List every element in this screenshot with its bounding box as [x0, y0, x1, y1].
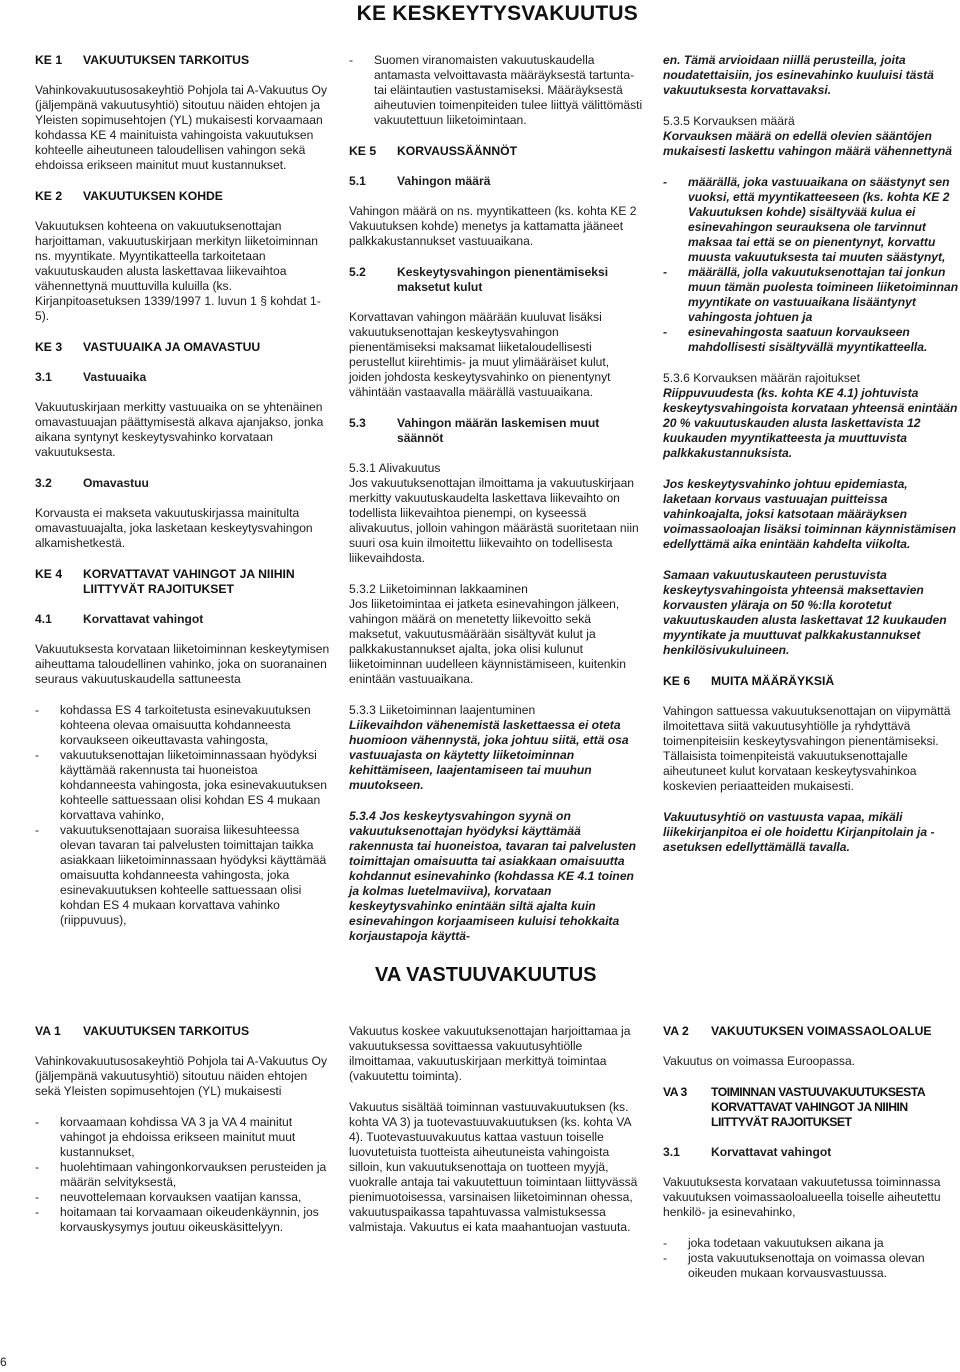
paragraph: 5.3.4 Jos keskeytysvahingon syynä on vakuutuksenottajan hyödyksi käyttämää rakennusta tai huoneistoa, tavaran tai palvelusten toimittajan omaisuutta tai asiakkaan omaisuutta kohdannut esinevahinko (kohdassa KE 4.1 toinen ja kolmas luetelmaviiva), korvataan keskeytysvahinko enintään siltä ajalta kuin esinevahingon korjaamiseen kuluisi tehokkaita korjaustapoja käyttä- [349, 809, 636, 943]
heading-number: KE 6 [663, 674, 691, 688]
ke-column-3 [663, 53, 959, 871]
subheading-5-3-6: 5.3.6 Korvauksen määrän rajoitukset [663, 371, 860, 385]
list-item: - joka todetaan vakuutuksen aikana ja [663, 1236, 959, 1251]
section-heading-ke5 [349, 144, 644, 159]
heading-number: VA 3 [663, 1085, 687, 1099]
subheading-5-2 [349, 265, 644, 295]
subheading-number: 3.1 [35, 370, 52, 384]
paragraph: Liikevaihdon vähenemistä laskettaessa ei oteta huomioon vähennystä, joka johtuu siitä, että osa vastuuajasta on käytetty liiketoiminnan kehittämiseen, laajentamiseen tai muuhun muutokseen. [349, 718, 629, 792]
paragraph: en. Tämä arvioidaan niillä perusteilla, joita noudatettaisiin, jos esinevahinko kuuluisi tästä vakuutuksesta korvattavaksi. [663, 53, 934, 97]
paragraph: Jos liiketoimintaa ei jatketa esinevahingon jälkeen, vahingon määrä on menetetty liikevoitto sekä maksetut, vakuutusmäärään sisältyvät kulut ja palkkakustannukset ajalta, joka olisi kulunut liiketoiminnan uudelleen käynnistämiseen, kuitenkin enintään vastuuaikana. [349, 597, 626, 686]
page-title: KE KESKEYTYSVAKUUTUS [356, 2, 638, 25]
paragraph: Samaan vakuutuskauteen perustuvista keskeytysvahingoista yhteensä maksettavien korvausten yläraja on 50 %:lla korotetut vakuutuskauden alusta laskettavat 12 kuukauden myyntikate ja muuttuvat palkkakustannukset henkilösivukuluineen. [663, 568, 947, 657]
section-heading-va3 [663, 1085, 959, 1130]
subheading-3-2 [35, 476, 330, 491]
dash-list [663, 175, 959, 355]
subheading-text: Korvattavat vahingot [83, 612, 204, 626]
heading-text: VAKUUTUKSEN TARKOITUS [83, 1024, 250, 1038]
section-heading-ke1 [35, 53, 330, 68]
subheading-5-3-2: 5.3.2 Liiketoiminnan lakkaaminen [349, 582, 528, 596]
list-item: - vakuutuksenottajaan suoraisa liikesuhteessa olevan tavaran tai palvelusten toimittajan taikka asiakkaan liiketoiminnassaan hyödyksi käyttämää omaisuutta kohdanneesta vahingosta, joka esinevakuutuksen kohteelle sattuessaan olisi kohdan ES 4 mukaan korvattava vahinko (riippuvuus), [35, 823, 330, 928]
heading-number: KE 2 [35, 189, 63, 203]
heading-number: KE 4 [35, 567, 63, 581]
subheading-text: Vastuuaika [83, 370, 147, 384]
ke-column-1 [35, 53, 330, 944]
list-item: - huolehtimaan vahingonkorvauksen perusteiden ja määrän selvityksestä, [35, 1160, 330, 1190]
subheading-text: Vahingon määrä [397, 174, 491, 188]
paragraph: Jos vakuutuksenottajan ilmoittama ja vakuutuskirjaan merkitty vakuutuskaudelta laskettava liikevaihto on todellista liikevaihtoa pienempi, on kyseessä alivakuutus, jolloin vahingon määrästä suoritetaan niin suuri osa kuin ilmoitettu liikevaihto on todellisesta liikevaihdosta. [349, 476, 639, 565]
subheading-number: 5.1 [349, 174, 366, 188]
subheading-4-1 [35, 612, 330, 627]
list-item: - neuvottelemaan korvauksen vaatijan kanssa, [35, 1190, 330, 1205]
subheading-number: 5.2 [349, 265, 366, 279]
subheading-5-3-3: 5.3.3 Liiketoiminnan laajentuminen [349, 703, 536, 717]
heading-text: TOIMINNAN VASTUUVAKUUTUKSESTA KORVATTAVAT VAHINGOT JA NIIHIN LIITTYVÄT RAJOITUKSET [711, 1085, 925, 1129]
dash-list [35, 1115, 330, 1235]
heading-number: KE 5 [349, 144, 377, 158]
va-column-2 [349, 1024, 644, 1251]
paragraph: Vakuutuksen kohteena on vakuutuksenottajan harjoittaman, vakuutuskirjaan merkityn liiketoiminnan ns. myyntikate. Myyntikatteella tarkoitetaan vakuutuskauden alusta laskettavaa liikevaihtoa vähennettynä muuttuvilla kuluilla (ks. Kirjanpitoasetuksen 1339/1997 1. luvun 1 § kohdat 1-5). [35, 219, 321, 323]
subheading-3-1 [663, 1145, 959, 1160]
heading-text: VAKUUTUKSEN KOHDE [83, 189, 223, 203]
list-item: - vakuutuksenottajan liiketoiminnassaan hyödyksi käyttämää rakennusta tai huoneistoa kohdanneesta vahingosta, joka esinevakuutuksen kohteelle sattuessaan olisi kohdan ES 4 mukaan korvattava vahinko, [35, 748, 330, 823]
subheading-number: 3.2 [35, 476, 52, 490]
heading-text: VAKUUTUKSEN VOIMASSAOLOALUE [711, 1024, 932, 1038]
heading-number: KE 3 [35, 340, 63, 354]
subheading-text: Omavastuu [83, 476, 149, 490]
heading-number: KE 1 [35, 53, 63, 67]
heading-text: VASTUUAIKA JA OMAVASTUU [83, 340, 261, 354]
paragraph: Vahinkovakuutusosakeyhtiö Pohjola tai A-Vakuutus Oy (jäljempänä vakuutusyhtiö) sitoutuu näiden ehtojen ja Yleisten sopimusehtojen (YL) mukaisesti korvaamaan kohdassa KE 4 mainituista vahingoista vakuutuksen kohteelle aiheutuneen taloudellisen vahingon sekä ehdoissa erikseen mainitut muut kustannukset. [35, 83, 327, 172]
paragraph: Jos keskeytysvahinko johtuu epidemiasta, laketaan korvaus vastuuajan puitteissa vahinkoajalta, joksi katsotaan määräyksen voimassaoloajan lisäksi toiminnan käynnistämisen edellyttämä aika enintään kahdelta viikolta. [663, 477, 957, 551]
subheading-5-3-5: 5.3.5 Korvauksen määrä [663, 114, 795, 128]
list-item: - hoitamaan tai korvaamaan oikeudenkäynnin, jos korvauskysymys joutuu oikeuskäsittelyyn. [35, 1205, 330, 1235]
va-column-3 [663, 1024, 959, 1297]
heading-text: VAKUUTUKSEN TARKOITUS [83, 53, 250, 67]
section-title-va: VA VASTUUVAKUUTUS [375, 964, 597, 986]
heading-text: MUITA MÄÄRÄYKSIÄ [711, 674, 835, 688]
section-heading-ke6 [663, 674, 959, 689]
va-column-1 [35, 1024, 330, 1251]
paragraph: Vahinkovakuutusosakeyhtiö Pohjola tai A-Vakuutus Oy (jäljempänä vakuutusyhtiö) sitoutuu näiden ehtojen sekä Yleisten sopimusehtojen (YL) mukaisesti [35, 1054, 327, 1098]
paragraph: Vahingon määrä on ns. myyntikatteen (ks. kohta KE 2 Vakuutuksen kohde) menetys ja kattamatta jääneet palkkakustannukset vastuuaikana. [349, 204, 637, 248]
paragraph: Vakuutusyhtiö on vastuusta vapaa, mikäli liikekirjanpitoa ei ole hoidettu Kirjanpitolain ja -asetuksen edellyttämällä tavalla. [663, 810, 935, 854]
list-item: - korvaamaan kohdissa VA 3 ja VA 4 mainitut vahingot ja ehdoissa erikseen mainitut muut kustannukset, [35, 1115, 330, 1160]
list-item: - kohdassa ES 4 tarkoitetusta esinevakuutuksen kohteena olevaa omaisuutta kohdanneesta korvaukseen oikeuttavasta vahingosta, [35, 703, 330, 748]
paragraph: Korvattavan vahingon määrään kuuluvat lisäksi vakuutuksenottajan keskeytysvahingon pienentämiseksi maksamat liiketaloudellisesti perustellut kiirehtimis- ja muut ylimääräiset kulut, joiden johdosta keskeytysvahinko on pienentynyt vähintään vastaavalla määrällä vastuuaikana. [349, 310, 611, 399]
paragraph: Vakuutus koskee vakuutuksenottajan harjoittamaa ja vakuutuksessa sovittaessa vakuutusyhtiölle ilmoittamaa, vakuutuskirjaan merkittyä toimintaa (vakuutettu toiminta). [349, 1024, 631, 1083]
page-number: 6 [0, 1355, 7, 1369]
list-item: - määrällä, joka vastuuaikana on säästynyt sen vuoksi, että myyntikatteeseen (ks. kohta KE 2 Vakuutuksen kohde) sisältyvää kulua ei esinevahingon seurauksena ole tarvinnut maksaa tai että se on pienentynyt, korvattu muusta vakuutuksesta tai muuten säästynyt, [663, 175, 959, 265]
paragraph: Vakuutus sisältää toiminnan vastuuvakuutuksen (ks. kohta VA 3) ja tuotevastuuvakuutuksen (ks. kohta VA 4). Tuotevastuuvakuutus kattaa vastuun toiselle luovutetuista tuotteista aiheutuneista vahingoista silloin, kun vakuutuksenottaja on tuotteen myyjä, vuokralle antaja tai vakuutettuun toimintaan liittyvässä pienimuotoisessa, varsinaisen liiketoiminnan ohessa, vakuutuspaikassa tapahtuvassa valmistuksessa valmistaja. Vakuutus ei kata maahantuojan vastuuta. [349, 1100, 638, 1234]
paragraph: Riippuvuudesta (ks. kohta KE 4.1) johtuvista keskeytysvahingoista korvataan yhteensä enintään 20 % vakuutuskauden alusta laskettavista 12 kuukauden myyntikatteesta ja muuttuvista palkkakustannuksista. [663, 386, 958, 460]
subheading-5-3 [349, 416, 644, 446]
section-heading-va2 [663, 1024, 959, 1039]
dash-list [349, 53, 644, 128]
dash-list [663, 1236, 959, 1281]
subheading-text: Keskeytysvahingon pienentämiseksi maksetut kulut [397, 265, 609, 294]
section-heading-ke2 [35, 189, 330, 204]
heading-number: VA 1 [35, 1024, 61, 1038]
paragraph: Vakuutus on voimassa Euroopassa. [663, 1054, 856, 1068]
subheading-5-1 [349, 174, 644, 189]
section-heading-va1 [35, 1024, 330, 1039]
list-item: - Suomen viranomaisten vakuutuskaudella antamasta velvoittavasta määräyksestä tartunta- tai eläintautien vastustamiseksi. Määräyksestä aiheutuvien toimenpiteiden tulee liittyä välittömästi vakuutettuun liiketoimintaan. [349, 53, 644, 128]
section-heading-ke4 [35, 567, 330, 597]
paragraph: Vakuutuskirjaan merkitty vastuuaika on se yhtenäinen omavastuuajan päättymisestä alkava ajanjakso, jonka aikana syntynyt keskeytysvahinko korvataan vakuutuksesta. [35, 400, 324, 459]
section-heading-ke3 [35, 340, 330, 355]
ke-column-2 [349, 53, 644, 960]
subheading-number: 5.3 [349, 416, 366, 430]
subheading-5-3-1: 5.3.1 Alivakuutus [349, 461, 441, 475]
heading-text: KORVATTAVAT VAHINGOT JA NIIHIN LIITTYVÄT RAJOITUKSET [83, 567, 295, 596]
subheading-text: Korvattavat vahingot [711, 1145, 832, 1159]
heading-number: VA 2 [663, 1024, 689, 1038]
subheading-number: 3.1 [663, 1145, 680, 1159]
heading-text: KORVAUSSÄÄNNÖT [397, 144, 518, 158]
paragraph: Korvausta ei makseta vakuutuskirjassa mainitulta omavastuuajalta, joka lasketaan keskeytysvahingon alkamishetkestä. [35, 506, 313, 550]
paragraph: Vahingon sattuessa vakuutuksenottajan on viipymättä ilmoitettava siitä vakuutusyhtiölle ja ryhdyttävä toimenpiteisiin keskeytysvahingon pienentämiseksi. Tällaisista toimenpiteistä vakuutuksenottajalle aiheutuneet kulut korvataan keskeytysvahinkoa koskevien periaatteiden mukaisesti. [663, 704, 951, 793]
paragraph: Vakuutuksesta korvataan vakuutetussa toiminnassa vakuutuksen voimassaoloalueella toiselle aiheutettu henkilö- ja esinevahinko, [663, 1175, 941, 1219]
list-item: - määrällä, jolla vakuutuksenottajan tai jonkun muun tämän puolesta toimineen liiketoiminnan myyntikate on vastuuaikana lisääntynyt vahingosta johtuen ja [663, 265, 959, 325]
list-item: - josta vakuutuksenottaja on voimassa olevan oikeuden mukaan korvausvastuussa. [663, 1251, 959, 1281]
dash-list [35, 703, 330, 928]
subheading-text: Vahingon määrän laskemisen muut säännöt [397, 416, 600, 445]
paragraph: Vakuutuksesta korvataan liiketoiminnan keskeytymisen aiheuttama taloudellinen vahinko, joka on suoranainen seuraus vakuutuskaudella sattuneesta [35, 642, 330, 686]
subheading-number: 4.1 [35, 612, 52, 626]
paragraph: Korvauksen määrä on edellä olevien sääntöjen mukaisesti laskettu vahingon määrä vähennettynä [663, 129, 953, 158]
list-item: - esinevahingosta saatuun korvaukseen mahdollisesti sisältyvällä myyntikatteella. [663, 325, 959, 355]
subheading-3-1 [35, 370, 330, 385]
